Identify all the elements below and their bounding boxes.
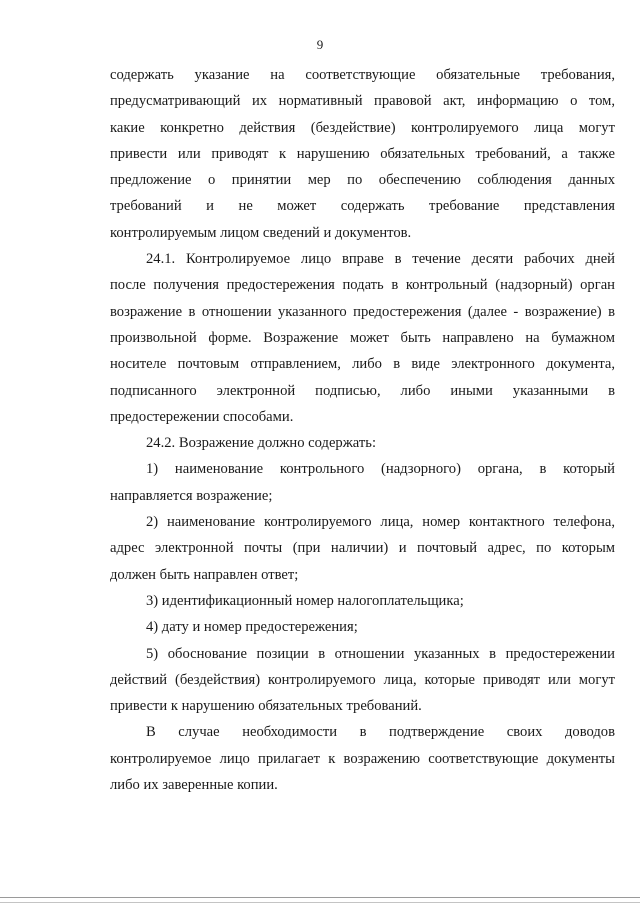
text-line: 24.2. Возражение должно содержать:	[146, 435, 376, 452]
paragraph-p6	[110, 614, 615, 640]
text-line: носителе почтовым отправлением, либо в виде электронного документа,	[110, 356, 615, 373]
text-line: произвольной форме. Возражение может быть направлено на бумажном	[110, 329, 615, 346]
text-line: предостережении способами.	[110, 408, 294, 425]
text-line: после получения предостережения подать в контрольный (надзорный) орган	[110, 277, 615, 294]
text-line: действий (бездействия) контролируемого лица, которые приводят или могут	[110, 671, 615, 688]
text-line: направляется возражение;	[110, 487, 273, 504]
text-line: привести или приводят к нарушению обязательных требований, а также	[110, 145, 615, 162]
paragraph-p2	[110, 430, 615, 456]
paragraph-p3	[110, 456, 615, 509]
paragraph-p1	[110, 246, 615, 430]
paragraph-p0	[110, 62, 615, 246]
text-line: либо их заверенные копии.	[110, 777, 278, 794]
text-line: предусматривающий их нормативный правовой акт, информацию о том,	[110, 93, 615, 110]
text-line: должен быть направлен ответ;	[110, 566, 299, 583]
text-line: возражение в отношении указанного предостережения (далее - возражение) в	[110, 303, 615, 320]
paragraph-p5	[110, 588, 615, 614]
text-line: 5) обоснование позиции в отношении указанных в предостережении	[146, 645, 615, 662]
document-body	[110, 62, 615, 798]
text-line: контролируемым лицом сведений и документов.	[110, 224, 412, 241]
text-line: требований и не может содержать требование представления	[110, 198, 615, 215]
text-line: адрес электронной почты (при наличии) и почтовый адрес, по которым	[110, 540, 615, 557]
text-line: 3) идентификационный номер налогоплательщика;	[146, 592, 464, 609]
text-line: В случае необходимости в подтверждение своих доводов	[146, 724, 615, 741]
text-line: 1) наименование контрольного (надзорного) органа, в который	[146, 461, 615, 478]
text-line: подписанного электронной подписью, либо иными указанными в	[110, 382, 615, 399]
page-number: 9	[316, 37, 324, 52]
page-bottom-edge-shadow	[0, 902, 640, 903]
text-line: какие конкретно действия (бездействие) контролируемого лица могут	[110, 119, 615, 136]
paragraph-p7	[110, 641, 615, 720]
text-line: 4) дату и номер предостережения;	[146, 619, 358, 636]
page-bottom-edge	[0, 897, 640, 898]
text-line: привести к нарушению обязательных требований.	[110, 698, 422, 715]
text-line: предложение о принятии мер по обеспечению соблюдения данных	[110, 172, 615, 189]
paragraph-p8	[110, 719, 615, 798]
text-line: 2) наименование контролируемого лица, номер контактного телефона,	[146, 514, 615, 531]
text-line: контролируемое лицо прилагает к возражению соответствующие документы	[110, 750, 615, 767]
paragraph-p4	[110, 509, 615, 588]
text-line: 24.1. Контролируемое лицо вправе в течение десяти рабочих дней	[146, 251, 615, 268]
text-line: содержать указание на соответствующие обязательные требования,	[110, 67, 615, 83]
